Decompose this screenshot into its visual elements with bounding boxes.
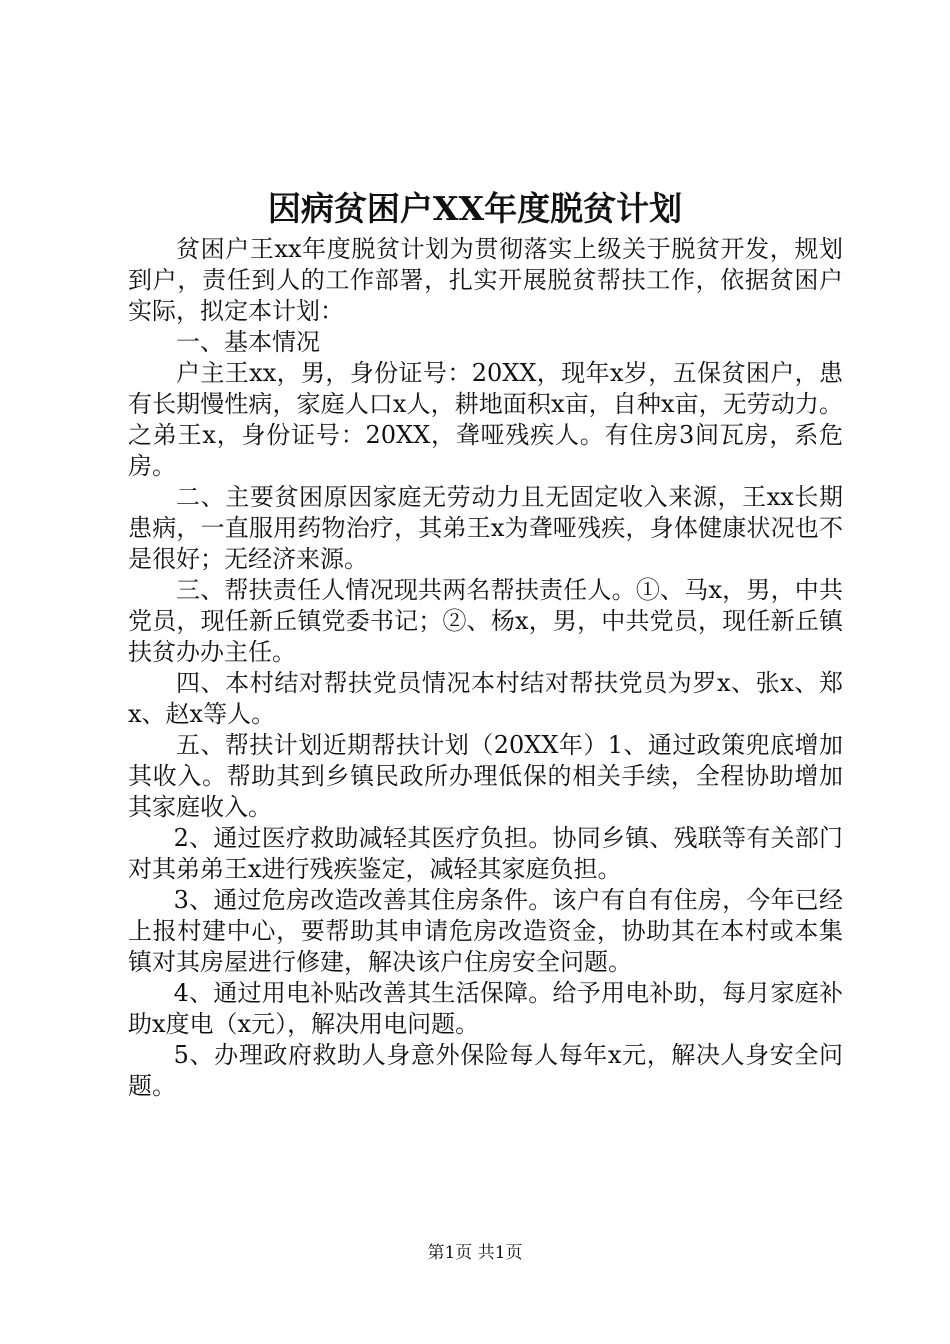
paragraph-item-5: 5、办理政府救助人身意外保险每人每年x元，解决人身安全问题。 (128, 1041, 843, 1100)
paragraph-section-2: 二、主要贫困原因家庭无劳动力且无固定收入来源，王xx长期患病，一直服用药物治疗，其弟王x为聋哑残疾，身体健康状况也不是很好；无经济来源。 (128, 483, 843, 573)
paragraph-basic-info: 户主王xx，男，身份证号：20XX，现年x岁，五保贫困户，患有长期慢性病，家庭人口x人，耕地面积x亩，自种x亩，无劳动力。之弟王x，身份证号：20XX，聋哑残疾人。有住房3间瓦房，系危房。 (128, 359, 843, 480)
paragraph-item-2: 2、通过医疗救助减轻其医疗负担。协同乡镇、残联等有关部门对其弟弟王x进行残疾鉴定，减轻其家庭负担。 (128, 824, 843, 883)
document-body (128, 234, 843, 1102)
paragraph-item-4: 4、通过用电补贴改善其生活保障。给予用电补助，每月家庭补助x度电（x元），解决用电问题。 (128, 979, 843, 1038)
paragraph-section-4: 四、本村结对帮扶党员情况本村结对帮扶党员为罗x、张x、郑x、赵x等人。 (128, 669, 843, 728)
paragraph-section-1-heading: 一、基本情况 (176, 328, 320, 356)
paragraph-section-5: 五、帮扶计划近期帮扶计划（20XX年）1、通过政策兜底增加其收入。帮助其到乡镇民政所办理低保的相关手续，全程协助增加其家庭收入。 (128, 731, 843, 821)
document-title: 因病贫困户XX年度脱贫计划 (267, 189, 683, 228)
paragraph-section-3: 三、帮扶责任人情况现共两名帮扶责任人。①、马x，男，中共党员，现任新丘镇党委书记；②、杨x，男，中共党员，现任新丘镇扶贫办办主任。 (128, 576, 843, 666)
paragraph-item-3: 3、通过危房改造改善其住房条件。该户有自有住房，今年已经上报村建中心，要帮助其申请危房改造资金，协助其在本村或本集镇对其房屋进行修建，解决该户住房安全问题。 (128, 886, 843, 976)
page-footer: 第1页 共1页 (427, 1243, 523, 1263)
paragraph-intro: 贫困户王xx年度脱贫计划为贯彻落实上级关于脱贫开发，规划到户，责任到人的工作部署，扎实开展脱贫帮扶工作，依据贫困户实际，拟定本计划： (128, 235, 843, 325)
